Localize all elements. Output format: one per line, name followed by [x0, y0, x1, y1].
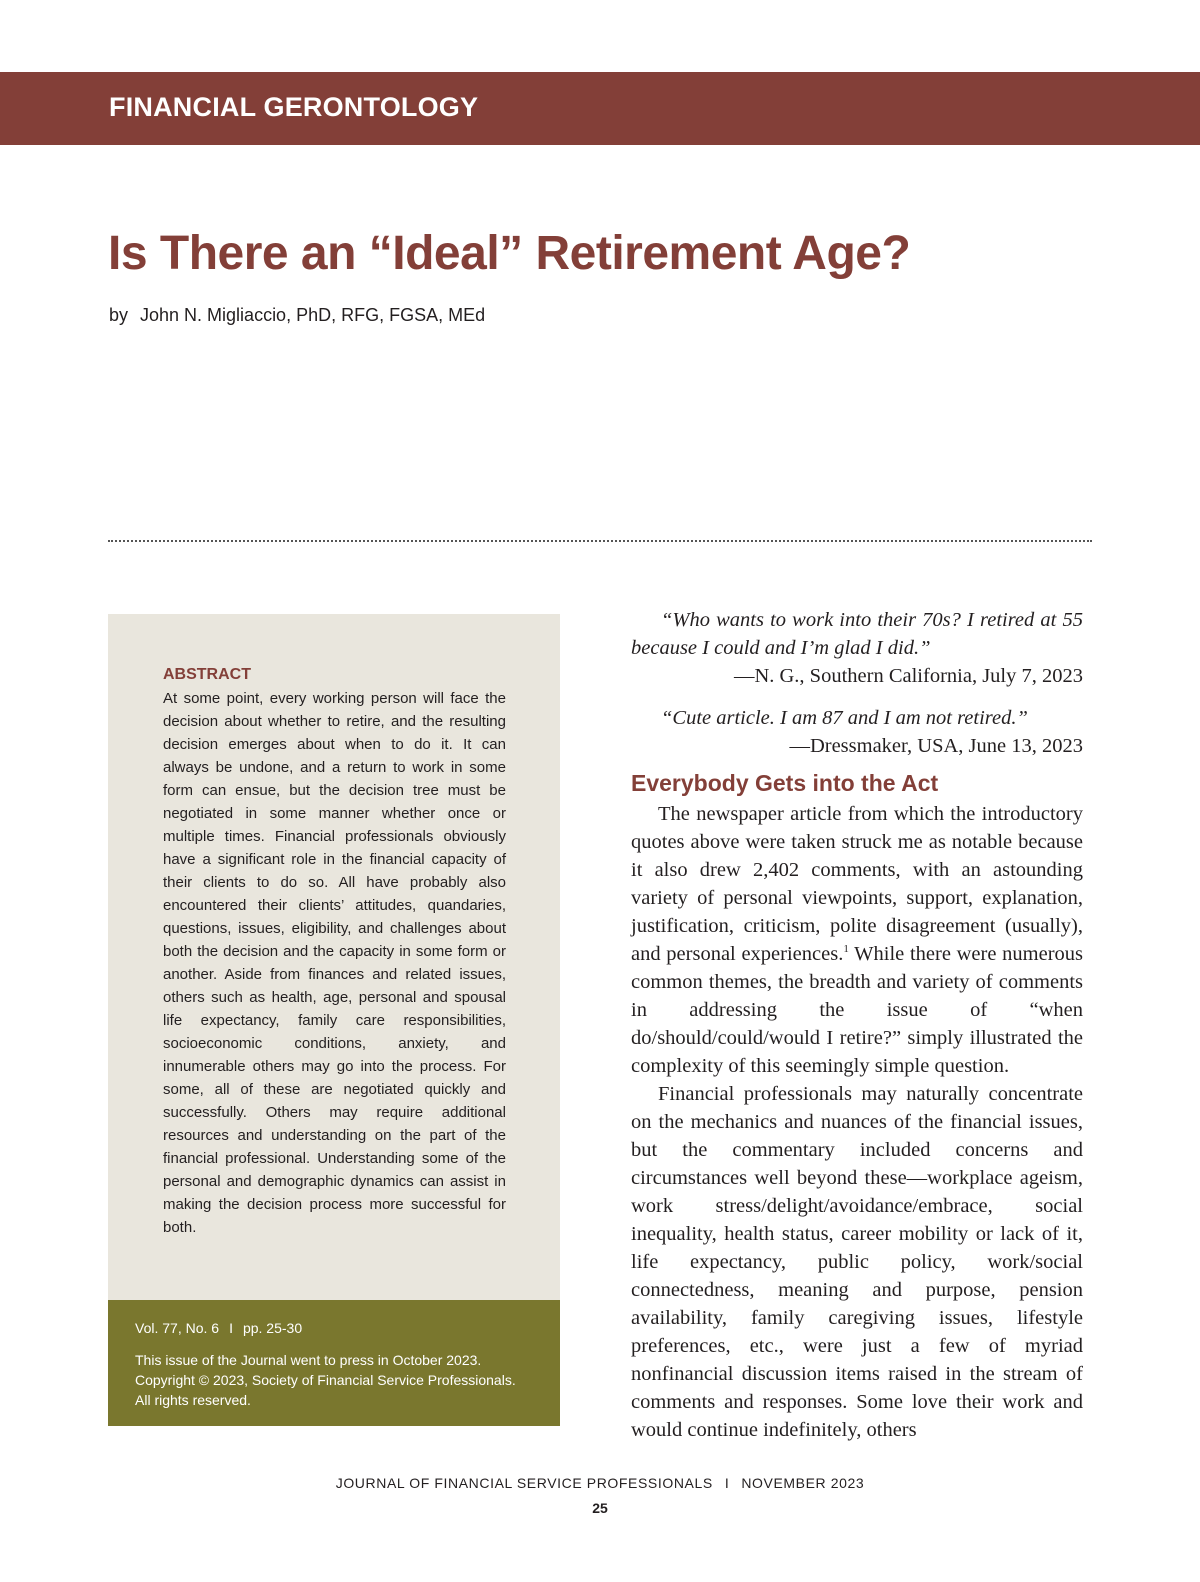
abstract-box: [108, 614, 560, 1300]
footnote-marker: 1: [843, 943, 849, 956]
page-range: pp. 25-30: [242, 1320, 303, 1336]
page-footer: [0, 1475, 1200, 1491]
paragraph-1-text-b: While there were numerous common themes, the breadth and variety of comments in addressing the issue of “when do/should/could/would I retire?” simply illustrated the complexity of this seemingly simple question.: [631, 943, 1083, 1077]
article-title: Is There an “Ideal” Retirement Age?: [108, 227, 911, 280]
byline-prefix: by: [109, 305, 129, 325]
paragraph-1-text-a: The newspaper article from which the introductory quotes above were taken struck me as notable because it also drew 2,402 comments, with an astounding variety of personal viewpoints, support, explanation, justification, criticism, polite disagreement (usually), and personal experiences.: [631, 803, 1083, 965]
dotted-divider: [108, 540, 1092, 542]
epigraph-attribution-1: —N. G., Southern California, July 7, 2023: [733, 665, 1083, 687]
volume-separator: I: [229, 1320, 233, 1336]
rights-line: All rights reserved.: [135, 1392, 251, 1408]
section-label: FINANCIAL GERONTOLOGY: [109, 92, 479, 122]
footer-separator: I: [724, 1475, 730, 1491]
copyright-block: [135, 1350, 545, 1410]
abstract-heading: ABSTRACT: [163, 666, 251, 683]
volume-line: [135, 1320, 302, 1336]
press-note: This issue of the Journal went to press in October 2023.: [135, 1352, 482, 1368]
epigraph-quote-2: “Cute article. I am 87 and I am not retired.”: [661, 707, 1028, 729]
abstract-text: At some point, every working person will face the decision about whether to retire, and the resulting decision emerges about when to do it. It can always be undone, and a return to work in some form can ensue, but the decision tree must be negotiated in some manner whether once or multiple times. Financial professionals obviously have a significant role in the financial capacity of their clients to do so. All have probably also encountered their clients’ attitudes, quandaries, questions, issues, eligibility, and challenges about both the decision and the capacity in some form or another. Aside from finances and related issues, others such as health, age, personal and spousal life expectancy, family care responsibilities, socioeconomic conditions, anxiety, and innumerable others may go into the process. For some, all of these are negotiated quickly and successfully. Others may require additional resources and understanding on the part of the financial professional. Understanding some of the personal and demographic dynamics can assist in making the decision process more successful for both.: [163, 690, 506, 1236]
body-paragraph-2: Financial professionals may naturally concentrate on the mechanics and nuances of the financial issues, but the commentary included concerns and circumstances well beyond these—workplace ageism, work stress/delight/avoidance/embrace, social inequality, health status, career mobility or lack of it, life expectancy, public policy, work/social connectedness, meaning and purpose, pension availability, family caregiving issues, lifestyle preferences, etc., were just a few of myriad nonfinancial discussion items raised in the stream of comments and responses. Some love their work and would continue indefinitely, others: [631, 1083, 1083, 1441]
body-paragraph-1: [631, 800, 1083, 1080]
epigraph-quote-1: “Who wants to work into their 70s? I retired at 55 because I could and I’m glad I did.”: [631, 609, 1083, 659]
byline: [109, 305, 485, 326]
epigraph-attribution-2: —Dressmaker, USA, June 13, 2023: [789, 735, 1083, 757]
article-body-column: [631, 606, 1083, 1444]
copyright-line: Copyright © 2023, Society of Financial Service Professionals.: [135, 1372, 516, 1388]
author-name: John N. Migliaccio, PhD, RFG, FGSA, MEd: [140, 305, 486, 325]
journal-name: JOURNAL OF FINANCIAL SERVICE PROFESSIONALS: [335, 1475, 713, 1491]
volume-number: Vol. 77, No. 6: [135, 1320, 220, 1336]
section-banner: [0, 72, 1200, 145]
section-heading: Everybody Gets into the Act: [631, 770, 939, 796]
issue-info-box: [108, 1300, 560, 1426]
page-number: 25: [592, 1500, 608, 1516]
issue-date: NOVEMBER 2023: [741, 1475, 865, 1491]
